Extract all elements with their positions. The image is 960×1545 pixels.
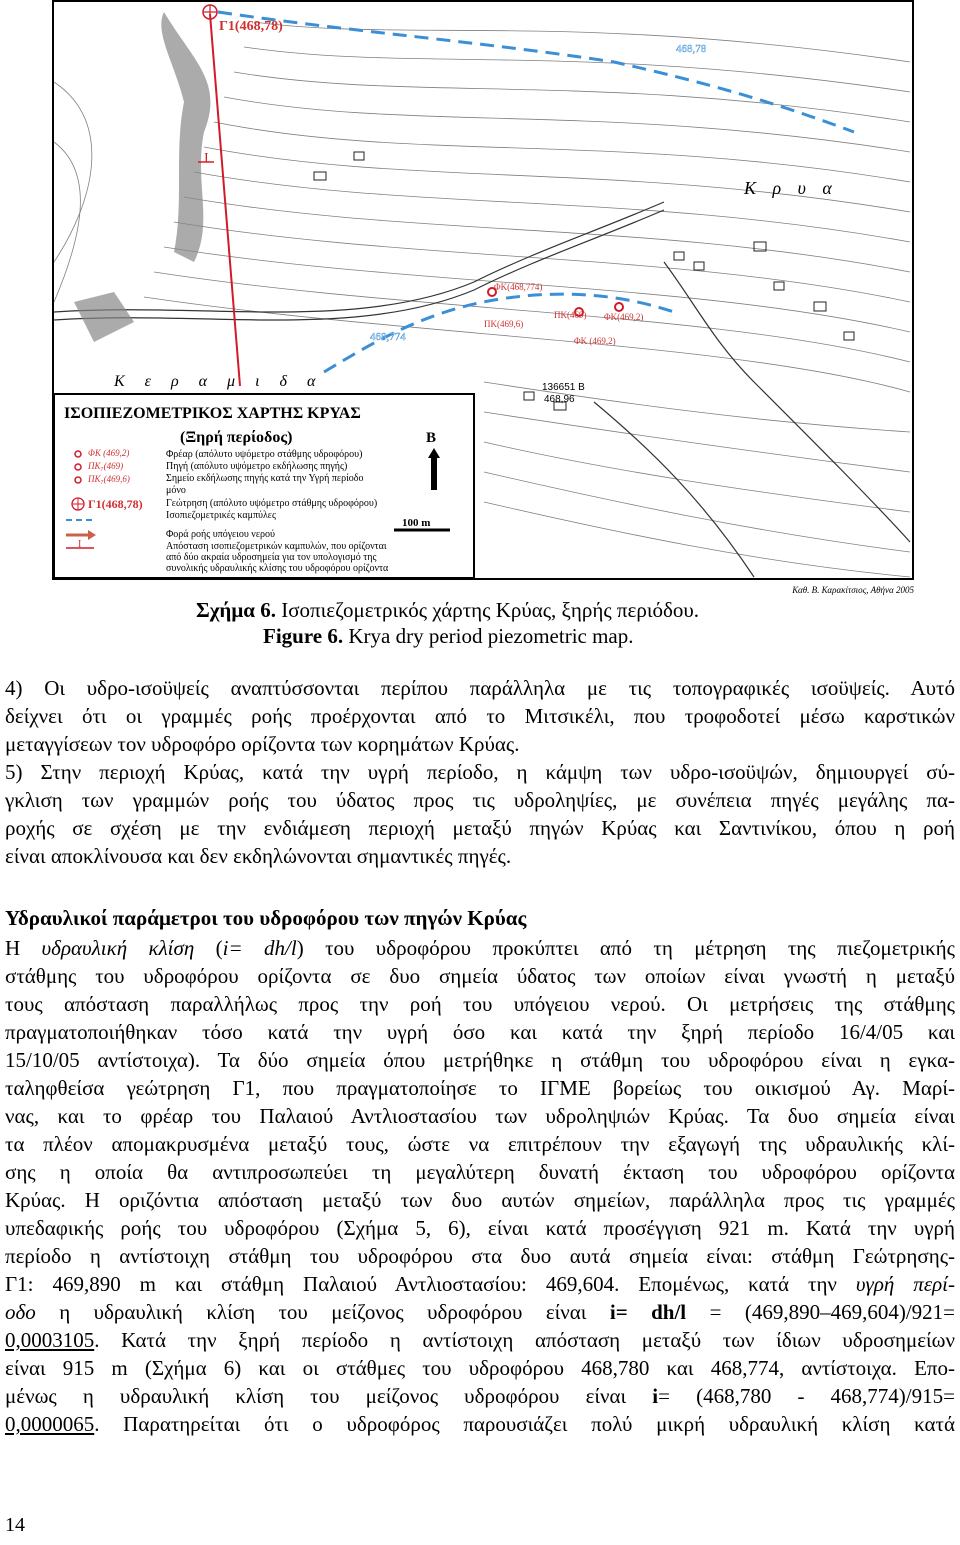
legend-code-2: ΠΚ₇(469,6) bbox=[88, 474, 130, 484]
text-run: Η bbox=[5, 936, 42, 960]
label-benchmark-elev: 468,96 bbox=[544, 394, 575, 405]
caption-greek bbox=[0, 598, 960, 623]
paragraph-line: νας, και το φρέαρ του Παλαιού Αντλιοστασίου των υδροληψιών Κρύας. Τα δυο σημεία είναι bbox=[5, 1104, 955, 1128]
paragraph-line: τους απόσταση παραλλήλως προς την ροή του υπόγειου νερού. Οι μετρήσεις της στάθμης bbox=[5, 992, 955, 1016]
underlined-value: 0,0000065 bbox=[5, 1412, 95, 1436]
text-run: = (468,780 - 468,774)/915= bbox=[658, 1384, 955, 1408]
text-run: . Κατά την ξηρή περίοδο η αντίστοιχη απόσταση μεταξύ των ίδιων υδροσημείων bbox=[94, 1328, 955, 1352]
legend-borehole-icon bbox=[72, 498, 84, 510]
paragraph-line: είναι αποκλίνουσα και δεν εκδηλώνονται σημαντικές πηγές. bbox=[5, 844, 512, 868]
page-number: 14 bbox=[5, 1514, 25, 1536]
text-run-italic: i= dh/l bbox=[222, 936, 297, 960]
legend-subtitle: (Ξηρή περίοδος) bbox=[180, 429, 293, 446]
paragraph-line: μεταγγίσεων τον υδροφόρο ορίζοντα των κορημάτων Κρύας. bbox=[5, 732, 520, 756]
legend-text-8: από δύο ακραία υδροσημεία για τον υπολογισμό της bbox=[166, 552, 377, 563]
body-text bbox=[5, 934, 955, 1438]
paragraph-line: στάθμης του υδροφόρου ορίζοντα σε δυο σημεία ύδατος των οποίων είναι γνωστή η μεταξύ bbox=[5, 964, 955, 988]
caption-english-text: Krya dry period piezometric map. bbox=[343, 624, 634, 648]
legend-title: ΙΣΟΠΙΕΖΟΜΕΤΡΙΚΟΣ ΧΑΡΤΗΣ ΚΡΥΑΣ bbox=[64, 405, 361, 422]
paragraph-line: είναι 915 m (Σχήμα 6) και οι στάθμες του υδροφόρου 468,780 και 468,774, αντίστοιχα. Επο- bbox=[5, 1356, 955, 1380]
text-run-italic: υδραυλική κλίση bbox=[41, 936, 195, 960]
text-run-bold: i bbox=[652, 1384, 659, 1408]
paragraph-line: υπεδαφικής ροής του υδροφόρου (Σχήμα 5, 6), είναι κατά προσέγγιση 921 m. Κατά την υγρή bbox=[5, 1216, 955, 1240]
label-contour-top: 468,78 bbox=[676, 43, 707, 55]
legend-text-9: συνολικής υδραυλικής κλίσης του υδροφόρου ορίζοντα bbox=[166, 563, 389, 574]
legend-text-4: Γεώτρηση (απόλυτο υψόμετρο στάθμης υδροφόρου) bbox=[166, 498, 378, 509]
paragraph-line: περίοδο η αντίστοιχη στάθμη του υδροφόρου στα δυο αυτά σημεία είναι: στάθμη Γεώτρησης- bbox=[5, 1244, 955, 1268]
paragraph-line: ταληφθείσα γεώτρηση Γ1, που πραγματοποίησε το ΙΓΜΕ βορείως του οικισμού Αγ. Μαρί- bbox=[5, 1076, 955, 1100]
label-benchmark-id: 136651 Β bbox=[542, 382, 585, 393]
underlined-value: 0,0003105 bbox=[5, 1328, 95, 1352]
paragraph-line bbox=[5, 1270, 955, 1298]
legend bbox=[54, 394, 474, 578]
paragraph-line: πραγματοποιήθηκαν τόσο κατά την υγρή όσο και κατά την ξηρή περίοδο 16/4/05 και bbox=[5, 1020, 955, 1044]
legend-code-0: ΦΚ (469,2) bbox=[88, 448, 130, 458]
paragraph-line bbox=[5, 1410, 955, 1438]
legend-scale: 100 m bbox=[402, 517, 431, 529]
paragraph-line: γκλιση των γραμμών ροής του ύδατος προς τις υδροληψίες, με συνέπεια πηγές μεγάλης πα- bbox=[5, 788, 955, 812]
text-run: ) του υδροφόρου προκύπτει από τη μέτρηση της πιεζομετρικής bbox=[296, 936, 955, 960]
paragraph-line: τα πλέον απομακρυσμένα μεταξύ τους, ώστε να επιτρέπουν την εξαγωγή της υδραυλικής κλί- bbox=[5, 1132, 955, 1156]
paragraph-line: σης η οποία θα αντιπροσωπεύει τη μεγαλύτερη δυνατή έκταση του υδροφόρου ορίζοντα bbox=[5, 1160, 955, 1184]
paragraph-line: 5) Στην περιοχή Κρύας, κατά την υγρή περίοδο, η κάμψη των υδρο-ισοϋψών, δημιουργεί σύ- bbox=[5, 760, 955, 784]
paragraph-line: Κρύας. Η οριζόντια απόσταση μεταξύ των δυο αυτών σημείων, παράλληλα προς τις γραμμές bbox=[5, 1188, 955, 1212]
piezometric-map bbox=[54, 2, 912, 578]
caption-english bbox=[0, 624, 960, 649]
label-gamma1: Γ1(468,78) bbox=[219, 19, 283, 34]
marker-i-label: I bbox=[204, 151, 209, 166]
paragraph-4 bbox=[5, 674, 955, 758]
legend-code-4: Γ1(468,78) bbox=[88, 497, 143, 511]
legend-text-3: μόνο bbox=[166, 485, 186, 496]
paragraph-line bbox=[5, 1298, 955, 1326]
label-place-kerama: Κ ε ρ α μ ι δ α bbox=[114, 373, 324, 390]
text-run-bold: i= dh/l bbox=[609, 1300, 687, 1324]
figure-map bbox=[52, 0, 914, 580]
legend-text-0: Φρέαρ (απόλυτο υψόμετρο στάθμης υδροφόρου) bbox=[166, 449, 363, 460]
legend-text-6: Φορά ροής υπόγειου νερού bbox=[166, 529, 275, 540]
label-pk-mid: ΠΚ(469,6) bbox=[484, 319, 524, 329]
caption-greek-text: Ισοπιεζομετρικός χάρτης Κρύας, ξηρής περιόδου. bbox=[275, 598, 700, 622]
section-heading: Υδραυλικοί παράμετροι του υδροφόρου των πηγών Κρύας bbox=[5, 906, 527, 930]
label-pk-right: ΠΚ(469) bbox=[554, 310, 587, 320]
caption-english-label: Figure 6. bbox=[263, 624, 344, 648]
legend-code-7: I bbox=[78, 539, 82, 550]
well-fk-469-2-symbol bbox=[615, 303, 623, 311]
piezometric-contour-468-78 bbox=[218, 12, 854, 132]
paragraph-line bbox=[5, 1382, 955, 1410]
text-run: η υδραυλική κλίση του μείζονος υδροφόρου είναι bbox=[35, 1300, 610, 1324]
paragraph-line: δείχνει ότι οι γραμμές ροής προέρχονται από το Μιτσικέλι, που τροφοδοτεί μέσω καρστικών bbox=[5, 704, 955, 728]
legend-text-1: Πηγή (απόλυτο υψόμετρο εκδήλωσης πηγής) bbox=[166, 461, 348, 472]
label-fk-right2: ΦΚ (469,2) bbox=[574, 336, 616, 346]
label-place-krya: Κ ρ υ α bbox=[744, 178, 838, 198]
paragraph-line: ροχής σε σχέση με την ενδιάμεση περιοχή μεταξύ πηγών Κρύας και Σαντινίκου, όπου η ροή bbox=[5, 816, 955, 840]
legend-text-7: Απόσταση ισοπιεζομετρικών καμπυλών, που ορίζονται bbox=[166, 541, 387, 552]
text-run: . Παρατηρείται ότι ο υδροφόρος παρουσιάζει πολύ μικρή υδραυλική κλίση κατά bbox=[94, 1412, 955, 1436]
legend-text-5: Ισοπιεζομετρικές καμπύλες bbox=[166, 510, 276, 521]
text-run-italic: οδο bbox=[5, 1300, 36, 1324]
map-credit: Καθ. Β. Καρακίτσιος, Αθήνα 2005 bbox=[792, 585, 914, 595]
label-fk-top: ΦΚ(468,774) bbox=[494, 282, 543, 292]
legend-code-1: ΠΚ₇(469) bbox=[88, 461, 124, 471]
paragraph-line: 4) Οι υδρο-ισοϋψείς αναπτύσσονται περίπου παράλληλα με τις τοπογραφικές ισοϋψείς. Αυτό bbox=[5, 676, 955, 700]
legend-north: Β bbox=[426, 430, 437, 446]
village-dark-area bbox=[74, 12, 210, 342]
text-run: μένως η υδραυλική κλίση του μείζονος υδροφόρου είναι bbox=[5, 1384, 653, 1408]
legend-text-2: Σημείο εκδήλωσης πηγής κατά την Υγρή περίοδο bbox=[166, 473, 364, 484]
paragraph-line bbox=[5, 934, 955, 962]
text-run: Γ1: 469,890 m και στάθμη Παλαιού Αντλιοστασίου: 469,604. Επομένως, κατά την bbox=[5, 1272, 856, 1296]
text-run: ( bbox=[194, 936, 223, 960]
paragraph-line bbox=[5, 1326, 955, 1354]
paragraph-5 bbox=[5, 758, 955, 870]
text-run: = (469,890–469,604)/921= bbox=[686, 1300, 956, 1324]
label-contour-mid: 468,774 bbox=[370, 331, 406, 343]
paragraph-line: 15/10/05 αντίστοιχα). Τα δύο σημεία όπου μετρήθηκε η στάθμη του υδροφόρου είναι η εγκα- bbox=[5, 1048, 955, 1072]
distance-line-i bbox=[198, 5, 240, 386]
label-fk-right1: ΦΚ(469,2) bbox=[604, 312, 644, 322]
caption-greek-label: Σχήμα 6. bbox=[196, 598, 276, 622]
text-run-italic: υγρή περί- bbox=[855, 1272, 955, 1296]
